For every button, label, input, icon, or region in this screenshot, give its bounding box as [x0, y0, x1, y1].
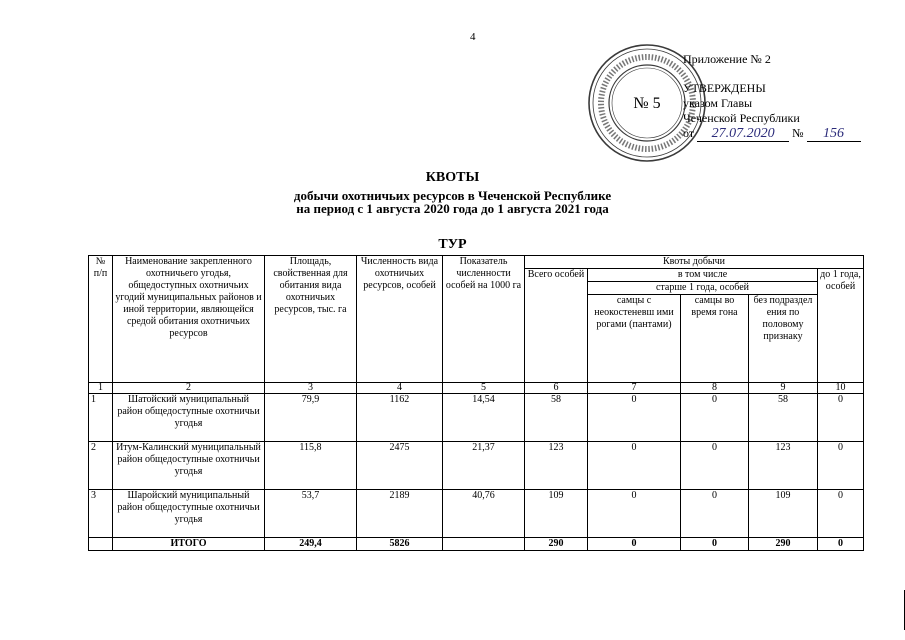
header-area: Площадь, свойственная для обитания вида охотничьих ресурсов, тыс. га — [265, 256, 357, 383]
totals-area: 249,4 — [265, 538, 357, 551]
row-area: 79,9 — [265, 394, 357, 442]
header-males-velvet-horns: самцы с неокостеневш ими рогами (пантами) — [588, 295, 681, 383]
totals-males-horns: 0 — [588, 538, 681, 551]
totals-label: ИТОГО — [113, 538, 265, 551]
row-males-horns: 0 — [588, 490, 681, 538]
document-subtitle-2: на период с 1 августа 2020 года до 1 августа 2021 года — [296, 201, 609, 216]
document-title: КВОТЫ — [425, 170, 480, 185]
row-no-sex: 109 — [749, 490, 818, 538]
row-males-rut: 0 — [681, 394, 749, 442]
header-older-than-one: старше 1 года, особей — [588, 282, 818, 295]
row-males-rut: 0 — [681, 442, 749, 490]
table-row — [89, 490, 864, 538]
appendix-line-4: Чеченской Республики — [683, 111, 800, 125]
row-males-horns: 0 — [588, 442, 681, 490]
appendix-block — [683, 52, 861, 142]
totals-count: 5826 — [357, 538, 443, 551]
column-number-row — [89, 383, 864, 394]
totals-density — [443, 538, 525, 551]
seal-center-text: № 5 — [633, 95, 661, 112]
row-count: 2189 — [357, 490, 443, 538]
appendix-line-2: УТВЕРЖДЕНЫ — [683, 81, 766, 95]
header-name: Наименование закрепленного охотничьего угодья, общедоступных охотничьих угодий муниципальных районов и иной территории, являющейся средой обитания охотничьих ресурсов — [113, 256, 265, 383]
number-prefix: № — [792, 126, 804, 140]
row-num: 3 — [89, 490, 113, 538]
row-no-sex: 123 — [749, 442, 818, 490]
page-number: 4 — [470, 31, 476, 43]
col-number: 6 — [525, 383, 588, 394]
row-under-one: 0 — [818, 442, 864, 490]
totals-males-rut: 0 — [681, 538, 749, 551]
header-total: Всего особей — [525, 269, 588, 383]
row-no-sex: 58 — [749, 394, 818, 442]
row-under-one: 0 — [818, 394, 864, 442]
document-subtitle-1: добычи охотничьих ресурсов в Чеченской Республике — [293, 188, 612, 203]
col-number: 2 — [113, 383, 265, 394]
row-count: 1162 — [357, 394, 443, 442]
row-total: 58 — [525, 394, 588, 442]
appendix-line-1: Приложение № 2 — [683, 52, 771, 66]
row-count: 2475 — [357, 442, 443, 490]
header-count: Численность вида охотничьих ресурсов, особей — [357, 256, 443, 383]
col-number: 8 — [681, 383, 749, 394]
col-number: 1 — [89, 383, 113, 394]
totals-total: 290 — [525, 538, 588, 551]
row-area: 53,7 — [265, 490, 357, 538]
species-heading: ТУР — [438, 237, 467, 252]
col-number: 10 — [818, 383, 864, 394]
row-name: Шатойский муниципальный район общедоступные охотничьи угодья — [113, 394, 265, 442]
row-total: 123 — [525, 442, 588, 490]
col-number: 4 — [357, 383, 443, 394]
row-name: Шаройский муниципальный район общедоступные охотничьи угодья — [113, 490, 265, 538]
col-number: 7 — [588, 383, 681, 394]
appendix-date-line — [683, 126, 861, 142]
col-number: 3 — [265, 383, 357, 394]
totals-row — [89, 538, 864, 551]
table-row — [89, 394, 864, 442]
row-males-rut: 0 — [681, 490, 749, 538]
row-total: 109 — [525, 490, 588, 538]
header-no-sex-division: без подраздел ения по половому признаку — [749, 295, 818, 383]
totals-under-one: 0 — [818, 538, 864, 551]
row-males-horns: 0 — [588, 394, 681, 442]
col-number: 5 — [443, 383, 525, 394]
row-area: 115,8 — [265, 442, 357, 490]
header-under-one-year: до 1 года, особей — [818, 269, 864, 383]
row-density: 14,54 — [443, 394, 525, 442]
row-density: 40,76 — [443, 490, 525, 538]
header-density: Показатель численности особей на 1000 га — [443, 256, 525, 383]
row-num: 2 — [89, 442, 113, 490]
date-prefix: от — [683, 126, 695, 140]
row-name: Итум-Калинский муниципальный район общедоступные охотничьи угодья — [113, 442, 265, 490]
col-number: 9 — [749, 383, 818, 394]
totals-no-sex: 290 — [749, 538, 818, 551]
header-quotas: Квоты добычи — [525, 256, 864, 269]
table-row — [89, 442, 864, 490]
row-under-one: 0 — [818, 490, 864, 538]
appendix-line-3: указом Главы — [683, 96, 753, 110]
header-including: в том числе — [588, 269, 818, 282]
row-density: 21,37 — [443, 442, 525, 490]
quota-table — [88, 255, 864, 551]
header-males-rut: самцы во время гона — [681, 295, 749, 383]
header-num: № п/п — [89, 256, 113, 383]
date-value: 27.07.2020 — [697, 126, 789, 142]
row-num: 1 — [89, 394, 113, 442]
number-value: 156 — [807, 126, 861, 142]
